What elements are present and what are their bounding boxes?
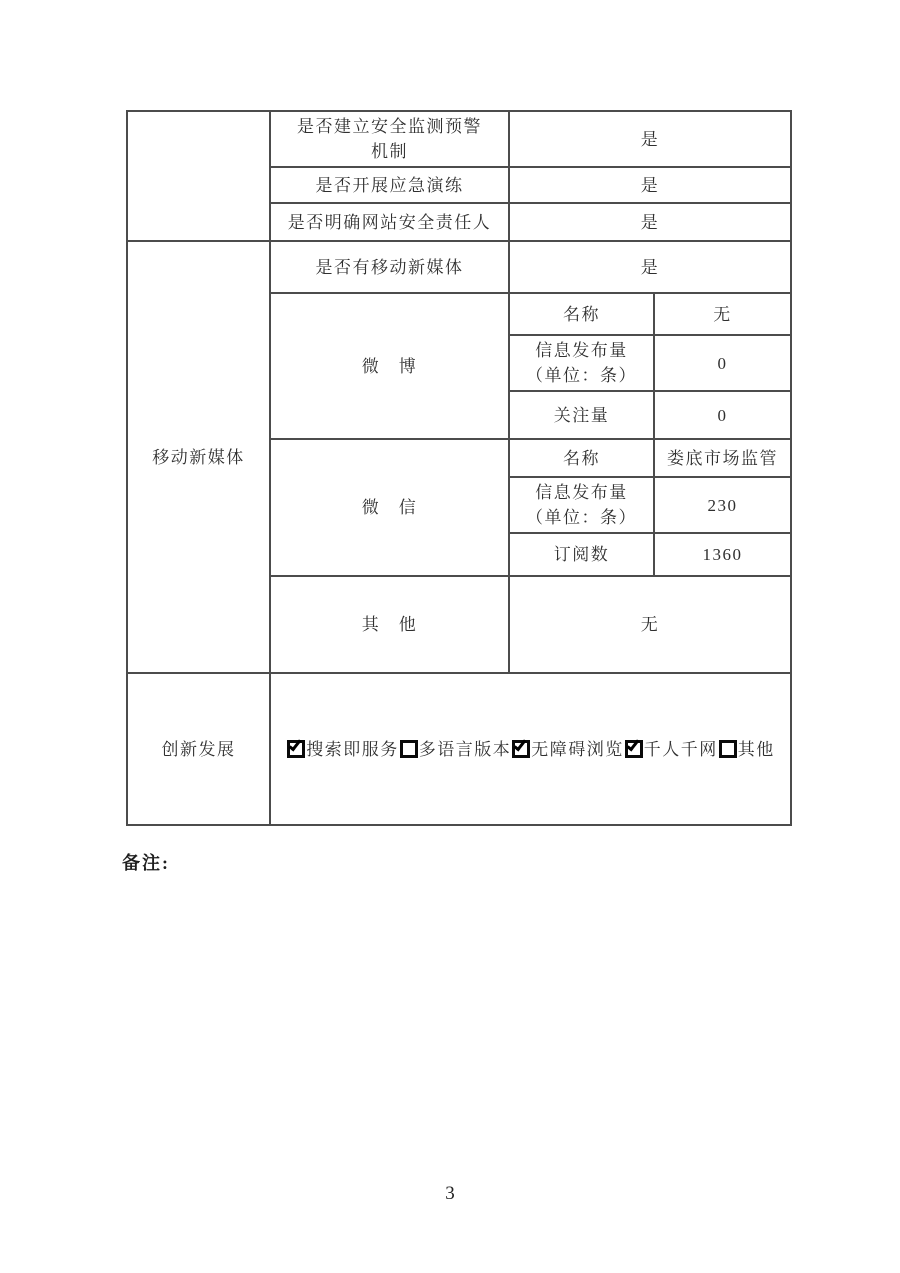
innovation-option-accessibility bbox=[511, 740, 624, 759]
annual-report-table bbox=[126, 110, 792, 826]
innovation-option-label: 多语言版本 bbox=[418, 739, 512, 759]
answer-cell: 是 bbox=[509, 111, 791, 167]
question-cell: 是否开展应急演练 bbox=[270, 167, 509, 203]
other-group-cell: 其 他 bbox=[270, 576, 509, 673]
field-value-cell: 无 bbox=[509, 576, 791, 673]
field-label-text: 信息发布量 bbox=[535, 483, 628, 502]
check-mark-icon bbox=[289, 737, 302, 751]
field-label-cell bbox=[509, 477, 654, 533]
answer-cell: 是 bbox=[509, 167, 791, 203]
innovation-option-search-service bbox=[286, 740, 399, 759]
field-label-cell: 名称 bbox=[509, 293, 654, 335]
weibo-group-cell: 微 博 bbox=[270, 293, 509, 439]
checkbox-checked-icon bbox=[287, 740, 305, 758]
answer-cell: 是 bbox=[509, 241, 791, 293]
category-cell-mobile-media: 移动新媒体 bbox=[127, 241, 270, 673]
table-row bbox=[127, 241, 791, 293]
field-value-cell: 0 bbox=[654, 335, 791, 391]
question-cell bbox=[270, 111, 509, 167]
innovation-option-label: 搜索即服务 bbox=[306, 739, 399, 759]
category-cell-empty bbox=[127, 111, 270, 241]
checkbox-checked-icon bbox=[625, 740, 643, 758]
field-value-cell: 无 bbox=[654, 293, 791, 335]
notes-label: 备注: bbox=[122, 853, 170, 873]
field-label-cell: 名称 bbox=[509, 439, 654, 477]
innovation-option-label: 无障碍浏览 bbox=[531, 739, 624, 759]
check-mark-icon bbox=[514, 737, 527, 751]
field-label-cell: 订阅数 bbox=[509, 533, 654, 576]
innovation-option-label: 其他 bbox=[737, 739, 775, 759]
question-text: 是否建立安全监测预警 bbox=[297, 117, 482, 136]
checkbox-unchecked-icon bbox=[719, 740, 737, 758]
field-value-cell: 230 bbox=[654, 477, 791, 533]
innovation-option-label: 千人千网 bbox=[643, 739, 718, 759]
category-cell-innovation: 创新发展 bbox=[127, 673, 270, 825]
question-cell: 是否明确网站安全责任人 bbox=[270, 203, 509, 241]
field-label-text: （单位：条） bbox=[526, 366, 637, 385]
checkbox-unchecked-icon bbox=[400, 740, 418, 758]
answer-cell: 是 bbox=[509, 203, 791, 241]
field-label-text: （单位：条） bbox=[526, 508, 637, 527]
page-number: 3 bbox=[445, 1183, 455, 1204]
innovation-option-personalized bbox=[624, 740, 718, 759]
innovation-option-other bbox=[718, 740, 775, 759]
innovation-option-multilingual bbox=[399, 740, 512, 759]
wechat-group-cell: 微 信 bbox=[270, 439, 509, 576]
field-label-text: 信息发布量 bbox=[535, 341, 628, 360]
field-value-cell: 娄底市场监管 bbox=[654, 439, 791, 477]
table-row bbox=[127, 673, 791, 825]
field-label-cell bbox=[509, 335, 654, 391]
question-cell: 是否有移动新媒体 bbox=[270, 241, 509, 293]
question-text: 机制 bbox=[371, 142, 408, 161]
field-value-cell: 0 bbox=[654, 391, 791, 439]
check-mark-icon bbox=[626, 737, 639, 751]
field-value-cell: 1360 bbox=[654, 533, 791, 576]
field-label-cell: 关注量 bbox=[509, 391, 654, 439]
innovation-options-cell bbox=[270, 673, 791, 825]
table-row bbox=[127, 111, 791, 167]
checkbox-checked-icon bbox=[512, 740, 530, 758]
